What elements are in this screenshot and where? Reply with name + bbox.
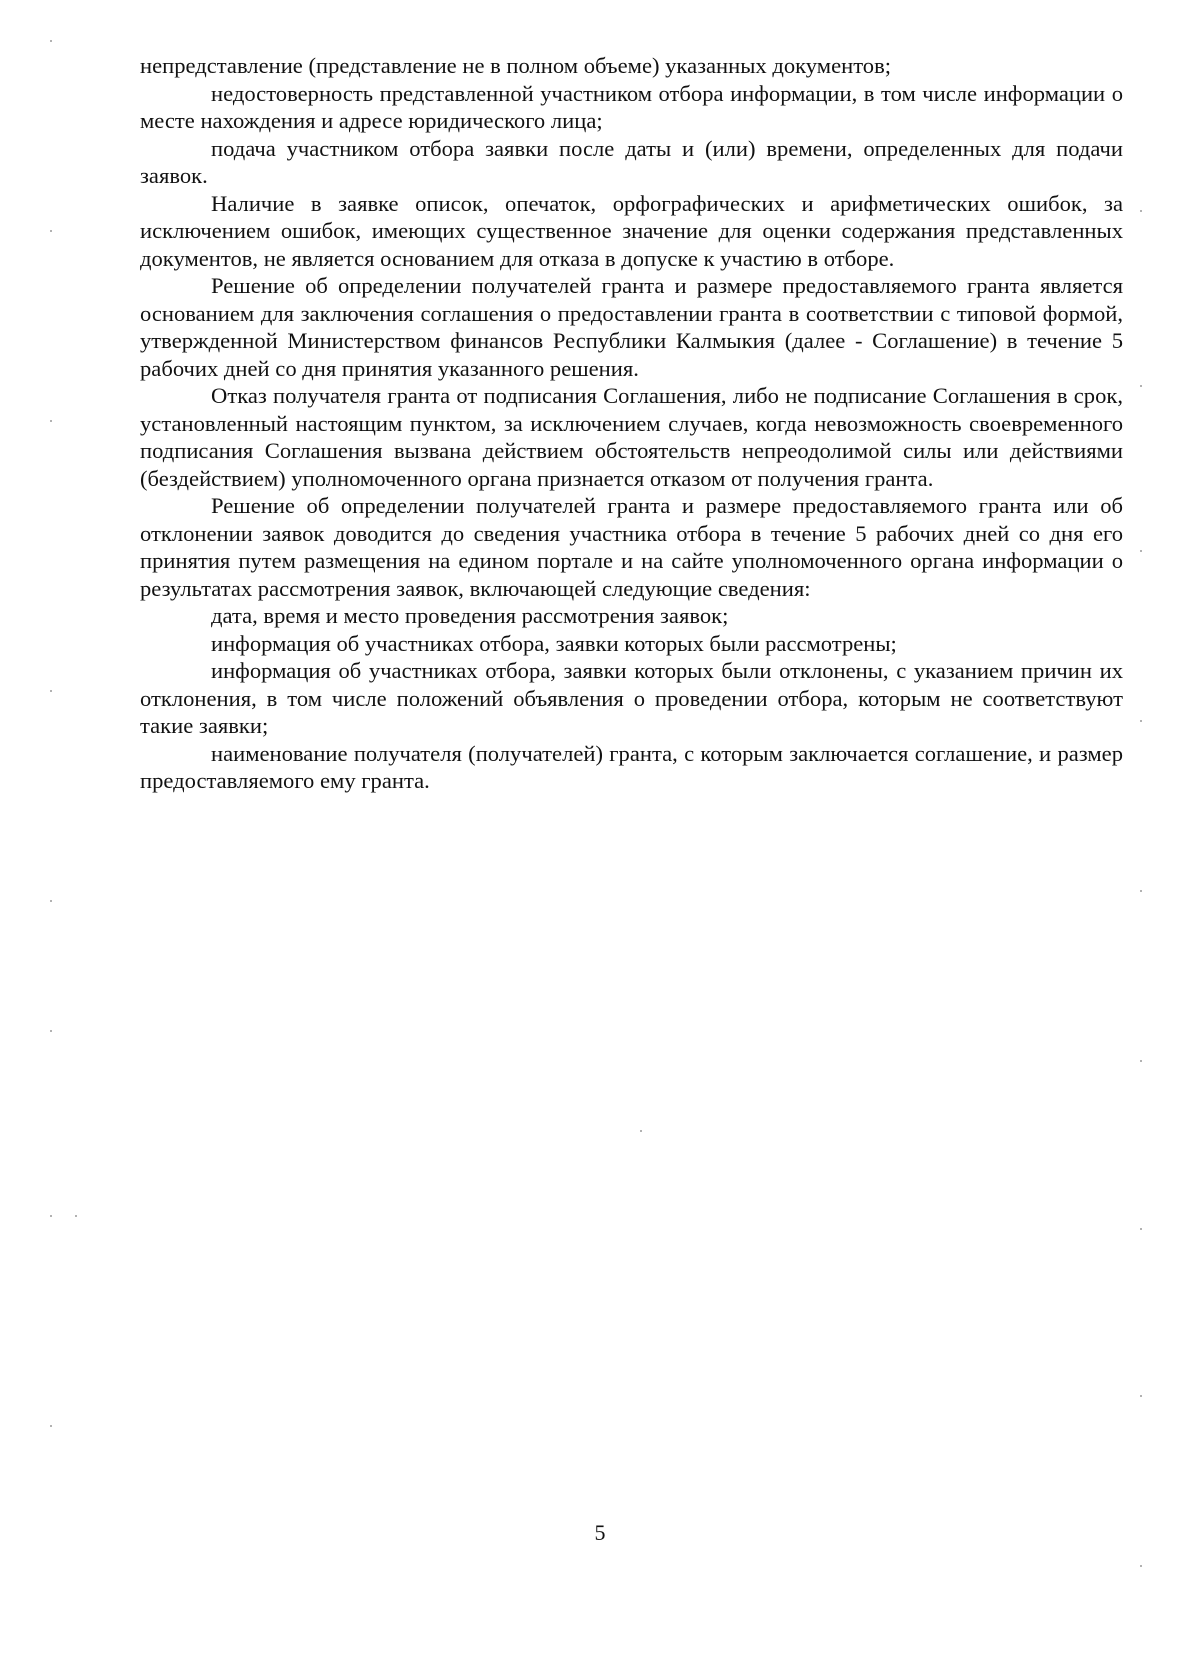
scan-speck xyxy=(1140,890,1142,892)
scan-speck xyxy=(50,230,52,232)
paragraph-1: непредставление (представление не в полном объеме) указанных документов; xyxy=(140,53,892,78)
document-body xyxy=(140,52,1123,795)
scan-speck xyxy=(1140,720,1142,722)
scan-speck xyxy=(1140,1228,1142,1230)
scan-speck xyxy=(75,1215,77,1217)
scan-speck xyxy=(50,1215,52,1217)
paragraph-8: дата, время и место проведения рассмотрения заявок; xyxy=(211,603,729,628)
scan-speck xyxy=(50,40,52,42)
paragraph-9: информация об участниках отбора, заявки которых были рассмотрены; xyxy=(211,630,897,656)
paragraph-5: Решение об определении получателей гранта и размере предоставляемого гранта является основанием для заключения соглашения о предоставлении гранта в соответствии с типовой формой, утвержденной Министерством финансов Республики Калмыкия (далее - Соглашение) в течение 5 рабочих дней со дня принятия указанного решения. xyxy=(140,273,1123,381)
scan-speck xyxy=(50,420,52,422)
scan-speck xyxy=(1140,1395,1142,1397)
scan-speck xyxy=(1140,550,1142,552)
scan-speck xyxy=(50,1425,52,1427)
page-number: 5 xyxy=(594,1520,606,1545)
scan-speck xyxy=(50,1030,52,1032)
scan-speck xyxy=(1140,385,1142,387)
paragraph-3: подача участником отбора заявки после даты и (или) времени, определенных для подачи заявок. xyxy=(140,135,1123,188)
scan-speck xyxy=(50,690,52,692)
scan-speck xyxy=(1140,1565,1142,1567)
paragraph-7: Решение об определении получателей гранта и размере предоставляемого гранта или об отклонении заявок доводится до сведения участника отбора в течение 5 рабочих дней со дня его принятия путем размещения на едином портале и на сайте уполномоченного органа информации о результатах рассмотрения заявок, включающей следующие сведения: xyxy=(140,493,1123,601)
scan-speck xyxy=(50,900,52,902)
scan-speck xyxy=(1140,1060,1142,1062)
paragraph-6: Отказ получателя гранта от подписания Соглашения, либо не подписание Соглашения в срок, установленный настоящим пунктом, за исключением случаев, когда невозможность своевременного подписания Соглашения вызвана действием обстоятельств непреодолимой силы или действиями (бездействием) уполномоченного органа признается отказом от получения гранта. xyxy=(140,383,1123,491)
paragraph-4: Наличие в заявке описок, опечаток, орфографических и арифметических ошибок, за исключением ошибок, имеющих существенное значение для оценки содержания представленных документов, не является основанием для отказа в допуске к участию в отборе. xyxy=(140,190,1123,271)
scan-speck xyxy=(640,1130,642,1132)
scan-speck xyxy=(1140,210,1142,212)
paragraph-10: информация об участниках отбора, заявки которых были отклонены, с указанием причин их отклонения, в том числе положений объявления о проведении отбора, которым не соответствуют такие заявки; xyxy=(140,658,1123,738)
paragraph-11: наименование получателя (получателей) гранта, с которым заключается соглашение, и размер предоставляемого ему гранта. xyxy=(140,740,1123,793)
paragraph-2: недостоверность представленной участником отбора информации, в том числе информации о месте нахождения и адресе юридического лица; xyxy=(140,80,1123,133)
